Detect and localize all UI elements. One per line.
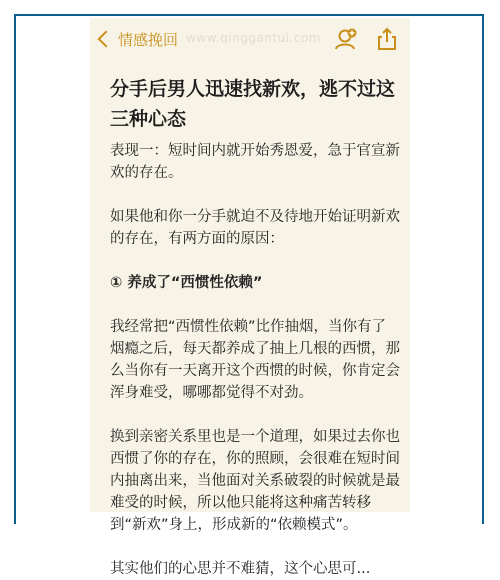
person-add-icon[interactable]: [332, 26, 358, 52]
chevron-left-icon: [98, 31, 115, 48]
article-body: [110, 140, 400, 578]
back-button-label: 情感挽回: [118, 30, 179, 49]
article-title: 分手后男人迅速找新欢，逃不过这三种心态: [110, 78, 396, 130]
article-page: [90, 18, 410, 577]
watermark-text: www.qinggantui.com: [186, 31, 321, 45]
paragraph: 如果他和你一分手就迫不及待地开始证明新欢的存在，有两方面的原因：: [110, 209, 400, 247]
paragraph: 我经常把“西惯性依赖”比作抽烟，当你有了烟瘾之后，每天都养成了抽上几根的西惯，那么当你有一天离开这个西惯的时候，你肯定会浑身难受，哪哪都觉得不对劲。: [110, 319, 400, 401]
back-button[interactable]: [96, 28, 178, 50]
paragraph: 其实他们的心思并不难猜，这个心思可...: [110, 561, 371, 577]
share-icon[interactable]: [374, 26, 400, 52]
paragraph: 表现一：短时间内就开始秀恩爱，急于官宣新欢的存在。: [110, 143, 400, 181]
top-nav-bar: [90, 18, 410, 60]
section-heading: ① 养成了“西惯性依赖”: [110, 275, 263, 291]
paragraph: 换到亲密关系里也是一个道理，如果过去你也西惯了你的存在，你的照顾，会很难在短时间内抽离出来，当他面对关系破裂的时候就是最难受的时候，所以他只能将这种痛苦转移到“新欢”身上，形成新的“依赖模式”。: [110, 429, 400, 533]
